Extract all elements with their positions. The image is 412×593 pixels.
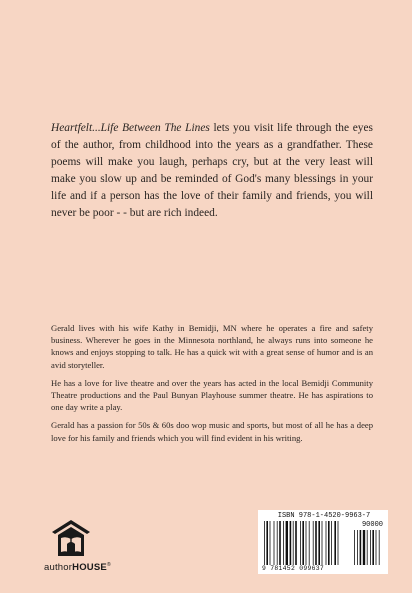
barcode-addon-bar <box>372 530 374 565</box>
barcode-addon-bar <box>376 530 377 565</box>
barcode-bar <box>326 521 327 565</box>
authorhouse-logo-icon <box>50 518 92 558</box>
barcode-bar <box>264 521 265 565</box>
barcode-bar <box>283 521 284 565</box>
publisher-name-bold: HOUSE <box>72 562 107 573</box>
book-title-italic: Heartfelt...Life Between The Lines <box>51 122 210 134</box>
barcode-bar <box>309 521 310 565</box>
barcode-bar <box>318 521 320 565</box>
barcode-bar <box>338 521 339 565</box>
barcode-bar <box>286 521 288 565</box>
barcode-bar <box>306 521 307 565</box>
barcode-addon-digits: 90000 <box>361 521 383 529</box>
blurb-text: lets you visit life through the eyes of the author, from childhood into the years as a grandfather. These poems will make you laugh, perhaps cry, but at the very least will make you slow up and be reminded of God's many blessings in your life and if a person has the love of their family and friends, you will never be poor - - but are rich indeed. <box>51 122 373 219</box>
bio-paragraph-1: Gerald lives with his wife Kathy in Bemidji, MN where he operates a fire and safety business. Wherever he goes in the Minnesota northland, he always runs into someone he knows and enjoys stopping to talk. He has a quick wit with a great sense of humor and is an avid storyteller. <box>51 323 373 370</box>
barcode-addon-bar <box>363 530 365 565</box>
registered-mark: ® <box>106 562 111 568</box>
barcode-bar <box>322 521 323 565</box>
publisher-logo <box>44 518 124 578</box>
barcode-bar <box>279 521 281 565</box>
barcode-bar <box>274 521 275 565</box>
barcode-bar <box>328 521 330 565</box>
bio-paragraph-3: Gerald has a passion for 50s & 60s doo wop music and sports, but most of all he has a deep love for his family and friends which you will find evident in his writing. <box>51 420 373 443</box>
barcode-bar <box>313 521 314 565</box>
barcode-bar <box>302 521 304 565</box>
barcode-bar <box>293 521 294 565</box>
barcode-bar <box>315 521 317 565</box>
barcode-addon-bar <box>357 530 358 565</box>
back-cover-blurb <box>51 120 373 222</box>
barcode-addon-bar <box>379 530 380 565</box>
barcode-addon-bar <box>354 530 355 565</box>
barcode-bar <box>334 521 336 565</box>
bio-paragraph-2: He has a love for live theatre and over the years has acted in the local Bemidji Community Theatre productions and the Paul Bunyan Playhouse summer theatre. He has aspirations to one day write a play. <box>51 377 373 413</box>
publisher-name <box>44 562 111 573</box>
barcode-bar <box>331 521 332 565</box>
barcode-bar <box>290 521 292 565</box>
barcode-bar <box>277 521 278 565</box>
author-bio <box>51 322 373 450</box>
barcode-addon-bar <box>367 530 368 565</box>
publisher-name-light: author <box>44 562 73 573</box>
barcode-bar <box>266 521 268 565</box>
barcode-bar <box>295 521 297 565</box>
barcode-addon-bar <box>370 530 371 565</box>
barcode-addon-bar <box>360 530 362 565</box>
isbn-barcode <box>258 510 388 574</box>
barcode-bar <box>270 521 271 565</box>
isbn-label: ISBN 978-1-4520-9963-7 <box>277 512 371 520</box>
barcode-bar <box>300 521 301 565</box>
barcode-ean-digits: 9 781452 099637 <box>262 565 325 572</box>
